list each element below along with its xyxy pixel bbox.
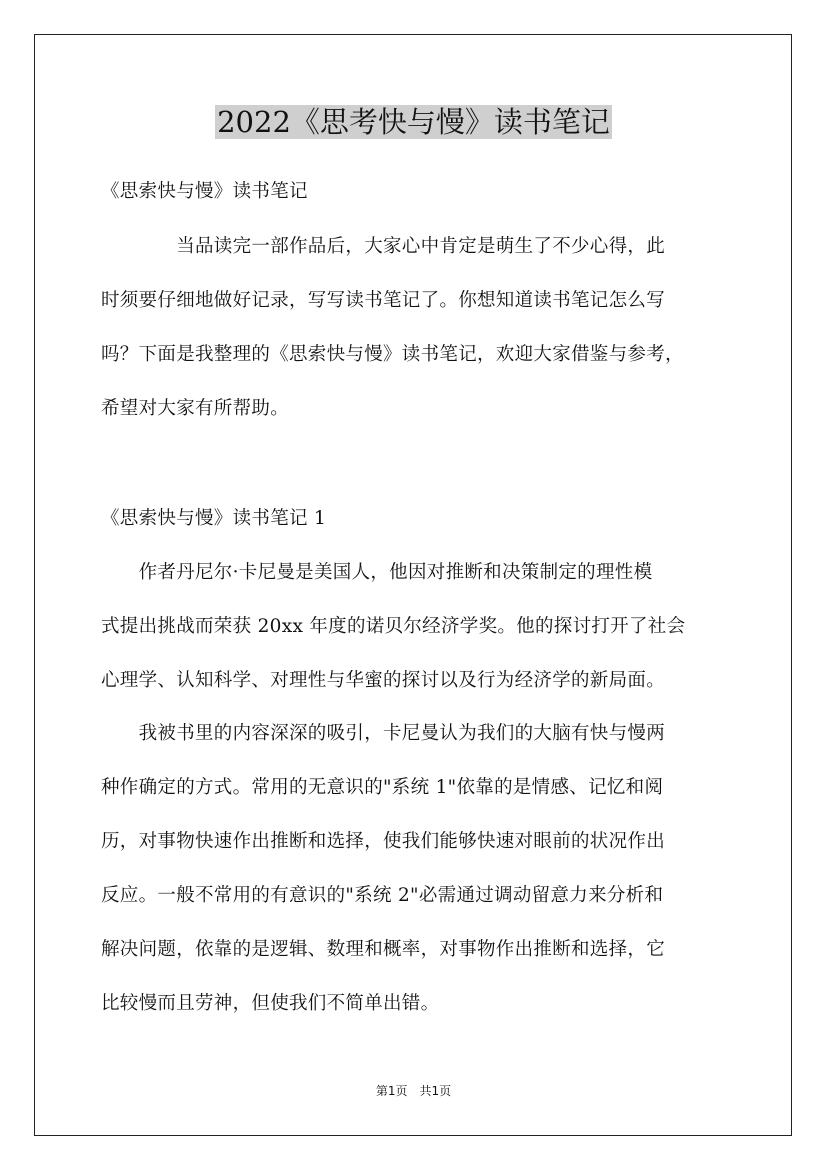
body-paragraph-1 [101,546,729,708]
section-heading: 《思索快与慢》读书笔记 1 [101,508,327,529]
body-line: 解决问题，依靠的是逻辑、数理和概率，对事物作出推断和选择，它 [101,939,666,960]
body-line: 种作确定的方式。常用的无意识的"系统 1"依靠的是情感、记忆和阅 [101,777,664,798]
body-line: 我被书里的内容深深的吸引，卡尼曼认为我们的大脑有快与慢两 [101,723,666,744]
body-line: 作者丹尼尔·卡尼曼是美国人，他因对推断和决策制定的理性模 [101,562,653,583]
body-line: 比较慢而且劳神，但使我们不简单出错。 [101,993,440,1014]
document-title-wrap [0,100,827,144]
body-paragraph-2 [101,707,729,1031]
intro-line: 希望对大家有所帮助。 [101,398,290,419]
intro-line: 时须要仔细地做好记录，写写读书笔记了。你想知道读书笔记怎么写 [101,290,666,311]
page-footer: 第1页 共1页 [375,1084,452,1098]
intro-line: 当品读完一部作品后，大家心中肯定是萌生了不少心得，此 [101,236,666,257]
body-line: 历，对事物快速作出推断和选择，使我们能够快速对眼前的状况作出 [101,831,666,852]
intro-line: 吗？下面是我整理的《思索快与慢》读书笔记，欢迎大家借鉴与参考， [101,344,684,365]
body-line: 式提出挑战而荣获 20xx 年度的诺贝尔经济学奖。他的探讨打开了社会 [101,616,686,637]
subtitle: 《思索快与慢》读书笔记 [101,181,308,202]
document-title: 2022《思考快与慢》读书笔记 [217,105,610,139]
subtitle-block [101,165,729,219]
body-line: 心理学、认知科学、对理性与华蜜的探讨以及行为经济学的新局面。 [101,670,666,691]
intro-paragraph [101,220,729,436]
body-line: 反应。一般不常用的有意识的"系统 2"必需通过调动留意力来分析和 [101,885,664,906]
section-heading-block [101,492,729,546]
